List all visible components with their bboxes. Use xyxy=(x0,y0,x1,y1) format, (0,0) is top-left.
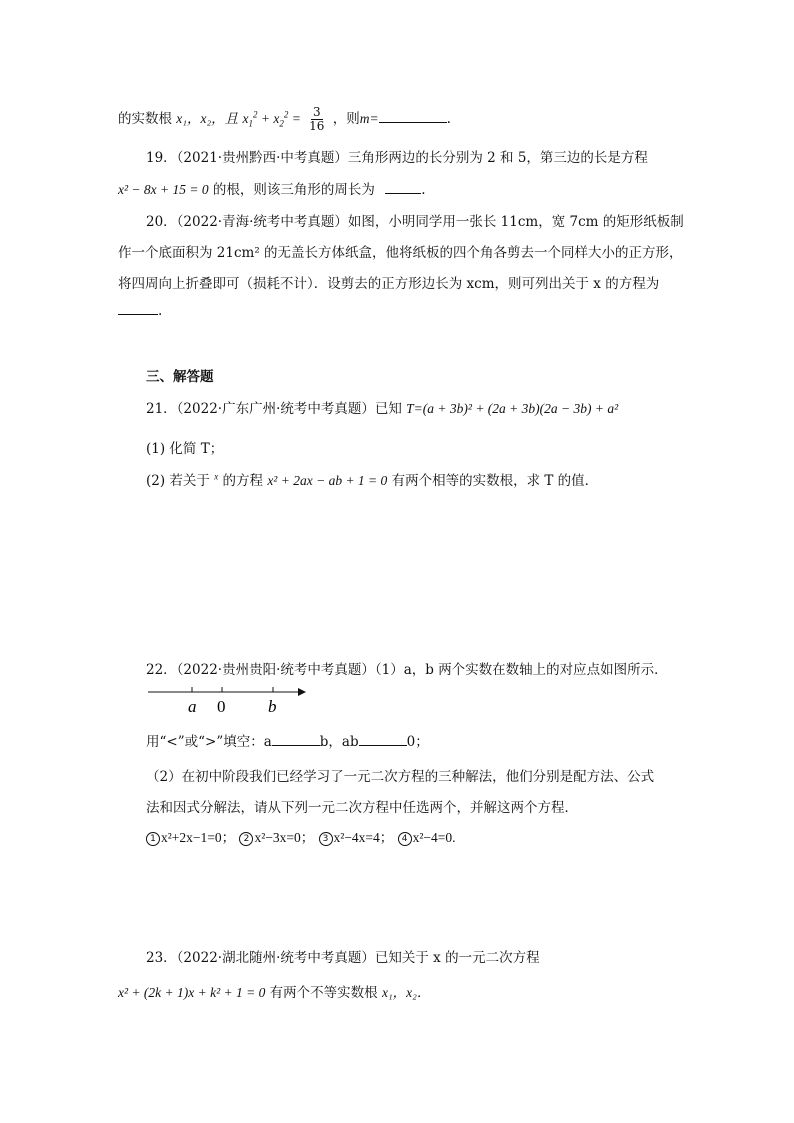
q22-equation-4: 4 x²−4=0. xyxy=(398,830,456,846)
q19-equation: x² − 8x + 15 = 0 xyxy=(118,182,209,197)
q22-blank-1[interactable] xyxy=(272,744,320,746)
q22-equation-1: 1 x²+2x−1=0； xyxy=(146,830,235,846)
q21-part2-equation: x² + 2ax − ab + 1 = 0 xyxy=(267,473,388,488)
q20-line1: 20．（2022·青海·统考中考真题）如图，小明同学用一张长 11cm，宽 7cm 的矩形纸板制 xyxy=(146,214,684,230)
q19-end: . xyxy=(421,182,426,198)
q21-part2 xyxy=(146,469,598,489)
q20-answer-blank[interactable] xyxy=(118,313,158,315)
q23-line2 xyxy=(118,981,430,1001)
q22-part2-line1: （2）在初中阶段我们已经学习了一元二次方程的三种解法，他们分别是配方法、公式 xyxy=(146,769,655,785)
q21-part2-a: (2) 若关于 xyxy=(146,473,210,489)
q18-frac-num: 3 xyxy=(312,105,321,119)
q22-fill-end: 0； xyxy=(406,734,429,750)
axis-label-zero: 0 xyxy=(217,697,226,716)
q19-line2-rest: 的根，则该三角形的周长为 xyxy=(212,182,375,198)
q20-line4 xyxy=(118,303,162,319)
q18-fraction xyxy=(307,106,326,133)
q22-fill-line xyxy=(146,730,429,750)
q18-var-m: m= xyxy=(359,111,379,126)
q18-suffix: ，则 xyxy=(332,111,360,127)
q19-line1: 19．（2021·贵州黔西·中考真题）三角形两边的长分别为 2 和 5，第三边的长是方程 xyxy=(146,150,648,166)
number-line-arrow xyxy=(298,688,306,696)
q21-part2-c: 有两个相等的实数根，求 T 的值． xyxy=(391,473,599,489)
q18-frac-den: 16 xyxy=(309,119,325,133)
q22-line1: 22．（2022·贵州贵阳·统考中考真题）（1）a，b 两个实数在数轴上的对应点如图所示． xyxy=(146,662,668,678)
q22-fill-mid: b，ab xyxy=(319,734,359,750)
q22-fill-prefix: 用“<”或“>”填空：a xyxy=(146,734,272,750)
q23-line1: 23．（2022·湖北随州·统考中考真题）已知关于 x 的一元二次方程 xyxy=(146,950,540,966)
axis-label-a: a xyxy=(188,697,197,716)
q18-tail-line xyxy=(118,106,451,133)
q21-expression: T=(a + 3b)² + (2a + 3b)(2a − 3b) + a² xyxy=(406,401,619,416)
circled-number-3: 3 xyxy=(319,832,333,846)
q19-answer-blank[interactable] xyxy=(385,192,421,194)
section-title: 三、解答题 xyxy=(146,369,214,385)
q22-part2-line2: 法和因式分解法，请从下列一元二次方程中任选两个，并解这两个方程． xyxy=(146,800,578,816)
q18-equation-lhs: $x_1^2 + x_2^2$ = xyxy=(242,109,301,129)
q18-prefix: 的实数根 xyxy=(118,111,172,127)
circled-number-2: 2 xyxy=(239,832,253,846)
q23-line2-rest: 有两个不等实数根 xyxy=(269,985,378,1001)
q18-end: . xyxy=(446,111,451,127)
q22-equation-3: 3 x²−4x=4； xyxy=(319,830,394,846)
q18-answer-blank[interactable] xyxy=(379,121,447,123)
q22-equation-2: 2 x²−3x=0； xyxy=(239,830,314,846)
q23-roots: x₁，x₂． xyxy=(381,985,431,1000)
q20-line3: 将四周向上折叠即可（损耗不计）．设剪去的正方形边长为 xcm，则可列出关于 x 的方程为 xyxy=(118,276,660,292)
axis-label-b: b xyxy=(268,697,277,716)
q19-line2 xyxy=(118,178,426,198)
q20-end: . xyxy=(158,303,163,319)
number-line xyxy=(146,682,316,718)
circled-number-1: 1 xyxy=(146,832,160,846)
q22-equations xyxy=(146,826,456,846)
q18-roots: x₁，x₂，且 xyxy=(176,111,239,126)
q21-part2-b: 的方程 xyxy=(222,473,264,489)
q21-line1 xyxy=(146,397,618,417)
q21-part1: (1) 化简 T； xyxy=(146,441,224,457)
q21-intro: 21．（2022·广东广州·统考中考真题）已知 xyxy=(146,401,402,417)
circled-number-4: 4 xyxy=(398,832,412,846)
q23-equation: x² + (2k + 1)x + k² + 1 = 0 xyxy=(118,985,266,1000)
q20-line2: 作一个底面积为 21cm² 的无盖长方体纸盒，他将纸板的四个角各剪去一个同样大小的正方形， xyxy=(118,245,683,261)
q22-blank-2[interactable] xyxy=(359,744,407,746)
q21-part2-x: x xyxy=(214,471,219,482)
